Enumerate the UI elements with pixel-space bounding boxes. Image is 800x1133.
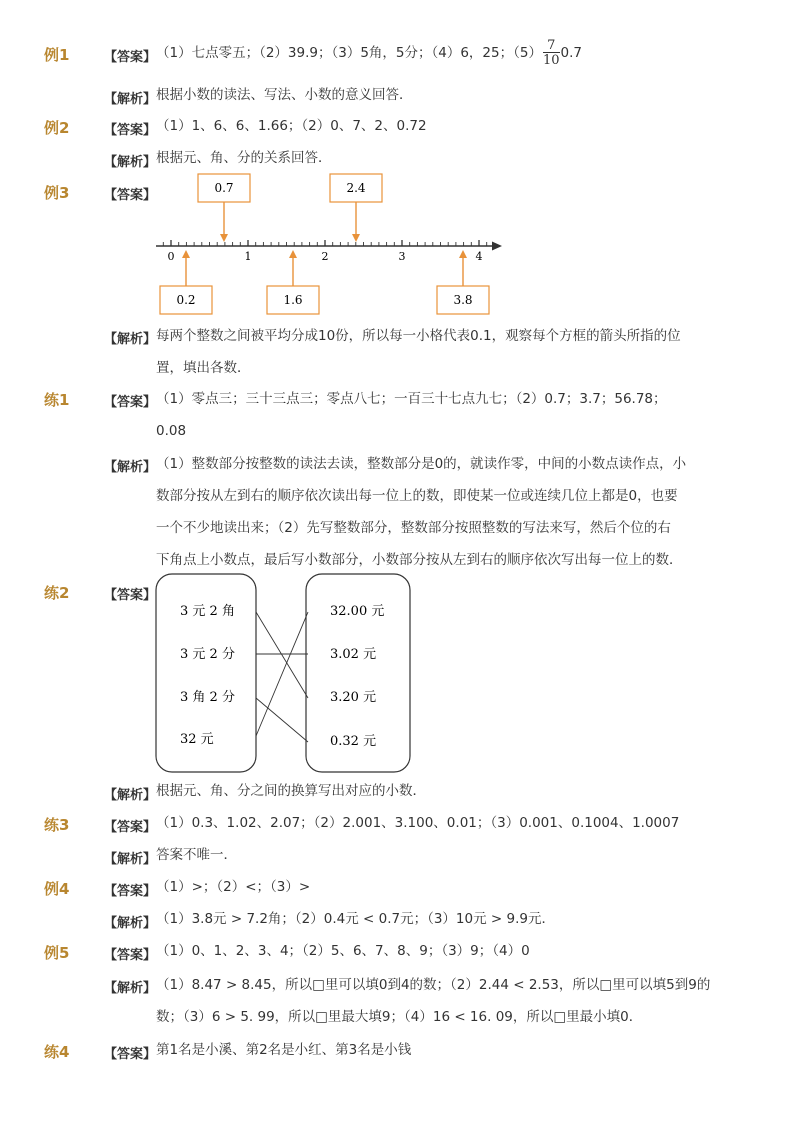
matching-figure bbox=[150, 570, 420, 778]
ex1-fraction-denominator: 10 bbox=[542, 53, 560, 68]
tick-labels bbox=[168, 250, 483, 263]
ex5-analysis-line2: 数；（3）6 > 5. 99，所以□里最大填9；（4）16 < 16. 09，所以□里最小填0． bbox=[156, 1009, 643, 1025]
left-item-2: 3 元 2 分 bbox=[180, 647, 235, 662]
pr1-analysis-tag: 【解析】 bbox=[104, 460, 157, 475]
pr2-analysis-tag: 【解析】 bbox=[104, 788, 157, 803]
pr3-answer: （1）0.3、1.02、2.07；（2）2.001、3.100、0.01；（3）0.001、0.1004、1.0007 bbox=[156, 815, 680, 831]
pr1-label: 练1 bbox=[44, 391, 70, 409]
box-3.8-value: 3.8 bbox=[453, 293, 473, 307]
ex2-answer: （1）1、6、6、1.66；（2）0、7、2、0.72 bbox=[156, 118, 427, 134]
ex3-analysis-tag: 【解析】 bbox=[104, 332, 157, 347]
right-item-2: 3.02 元 bbox=[330, 647, 377, 662]
ex1-answer bbox=[156, 38, 716, 68]
ex5-answer-tag: 【答案】 bbox=[104, 948, 157, 963]
tick-label-0: 0 bbox=[167, 250, 175, 263]
pr3-answer-tag: 【答案】 bbox=[104, 820, 157, 835]
ex1-analysis: 根据小数的读法、写法、小数的意义回答． bbox=[156, 87, 413, 103]
left-item-1: 3 元 2 角 bbox=[180, 604, 235, 619]
number-line-figure bbox=[150, 172, 520, 322]
pr4-answer-tag: 【答案】 bbox=[104, 1047, 157, 1062]
ex3-analysis-line2: 置，填出各数． bbox=[156, 360, 251, 376]
match-line-3 bbox=[256, 698, 308, 742]
right-item-4: 0.32 元 bbox=[330, 734, 377, 749]
tick-label-4: 4 bbox=[475, 250, 483, 263]
pr2-answer-tag: 【答案】 bbox=[104, 588, 157, 603]
arrowhead-0.2 bbox=[182, 250, 190, 258]
arrowhead-2.4 bbox=[352, 234, 360, 242]
pr1-answer bbox=[156, 383, 716, 447]
pr1-analysis-line3: 一个不少地读出来；（2）先写整数部分，整数部分按照整数的写法来写，然后个位的右 bbox=[156, 520, 671, 536]
ex4-answer: （1）>；（2）<；（3）> bbox=[156, 879, 311, 895]
ex4-label: 例4 bbox=[44, 880, 70, 898]
ex2-label: 例2 bbox=[44, 119, 70, 137]
ex2-answer-tag: 【答案】 bbox=[104, 123, 157, 138]
ex1-fraction-numerator: 7 bbox=[547, 38, 556, 53]
pr1-analysis-line1: （1）整数部分按整数的读法去读，整数部分是0的，就读作零，中间的小数点读作点，小 bbox=[156, 456, 687, 472]
tick-label-2: 2 bbox=[321, 250, 329, 263]
ex3-answer-tag: 【答案】 bbox=[104, 188, 157, 203]
box-0.2-value: 0.2 bbox=[176, 293, 196, 307]
tick-label-1: 1 bbox=[244, 250, 252, 263]
ex5-answer: （1）0、1、2、3、4；（2）5、6、7、8、9；（3）9；（4）0 bbox=[156, 943, 530, 959]
right-item-1: 32.00 元 bbox=[330, 604, 385, 619]
ex1-answer-tag: 【答案】 bbox=[104, 50, 157, 65]
arrowhead-3.8 bbox=[459, 250, 467, 258]
pr1-answer-line2: 0.08 bbox=[156, 423, 187, 439]
pr4-label: 练4 bbox=[44, 1043, 70, 1061]
ex1-answer-text: （1）七点零五；（2）39.9；（3）5角，5分；（4）6，25；（5） bbox=[156, 45, 542, 61]
pr4-answer: 第1名是小溪、第2名是小红、第3名是小钱 bbox=[156, 1042, 412, 1058]
tick-label-3: 3 bbox=[398, 250, 406, 263]
ex5-analysis-line1: （1）8.47 > 8.45，所以□里可以填0到4的数；（2）2.44 < 2.53，所以□里可以填5到9的 bbox=[156, 977, 711, 993]
ex5-analysis-tag: 【解析】 bbox=[104, 981, 157, 996]
pr1-answer-tag: 【答案】 bbox=[104, 395, 157, 410]
pr3-label: 练3 bbox=[44, 816, 70, 834]
ex5-label: 例5 bbox=[44, 944, 70, 962]
pr3-analysis-tag: 【解析】 bbox=[104, 852, 157, 867]
ex4-analysis: （1）3.8元 > 7.2角；（2）0.4元 < 0.7元；（3）10元 > 9.9元． bbox=[156, 911, 555, 927]
ex3-analysis bbox=[156, 320, 716, 384]
left-item-3: 3 角 2 分 bbox=[180, 690, 235, 705]
ex1-label: 例1 bbox=[44, 46, 70, 64]
pr1-analysis bbox=[156, 448, 716, 576]
match-line-1 bbox=[256, 612, 308, 698]
ex1-analysis-tag: 【解析】 bbox=[104, 92, 157, 107]
ex2-analysis: 根据元、角、分的关系回答． bbox=[156, 150, 332, 166]
number-line-ticks bbox=[163, 240, 486, 246]
left-item-4: 32 元 bbox=[180, 732, 214, 747]
number-line-arrowhead bbox=[492, 242, 502, 251]
right-item-3: 3.20 元 bbox=[330, 690, 377, 705]
ex4-answer-tag: 【答案】 bbox=[104, 884, 157, 899]
ex3-label: 例3 bbox=[44, 184, 70, 202]
box-0.7-value: 0.7 bbox=[214, 181, 234, 195]
match-line-4 bbox=[256, 612, 308, 736]
ex4-analysis-tag: 【解析】 bbox=[104, 916, 157, 931]
ex1-answer-tail: 0.7 bbox=[560, 45, 582, 61]
ex5-analysis bbox=[156, 969, 716, 1033]
pr2-analysis: 根据元、角、分之间的换算写出对应的小数． bbox=[156, 783, 426, 799]
pr1-analysis-line2: 数部分按从左到右的顺序依次读出每一位上的数，即使某一位或连续几位上都是0，也要 bbox=[156, 488, 678, 504]
pr3-analysis: 答案不唯一． bbox=[156, 847, 237, 863]
pr1-analysis-line4: 下角点上小数点，最后写小数部分，小数部分按从左到右的顺序依次写出每一位上的数． bbox=[156, 552, 683, 568]
box-1.6-value: 1.6 bbox=[283, 293, 303, 307]
arrowhead-0.7 bbox=[220, 234, 228, 242]
pr2-label: 练2 bbox=[44, 584, 70, 602]
arrowhead-1.6 bbox=[289, 250, 297, 258]
ex2-analysis-tag: 【解析】 bbox=[104, 155, 157, 170]
ex3-analysis-line1: 每两个整数之间被平均分成10份，所以每一小格代表0.1，观察每个方框的箭头所指的位 bbox=[156, 328, 681, 344]
box-2.4-value: 2.4 bbox=[346, 181, 366, 195]
ex1-fraction bbox=[543, 39, 560, 67]
pr1-answer-line1: （1）零点三；三十三点三；零点八七；一百三十七点九七；（2）0.7；3.7；56.78； bbox=[156, 391, 667, 407]
